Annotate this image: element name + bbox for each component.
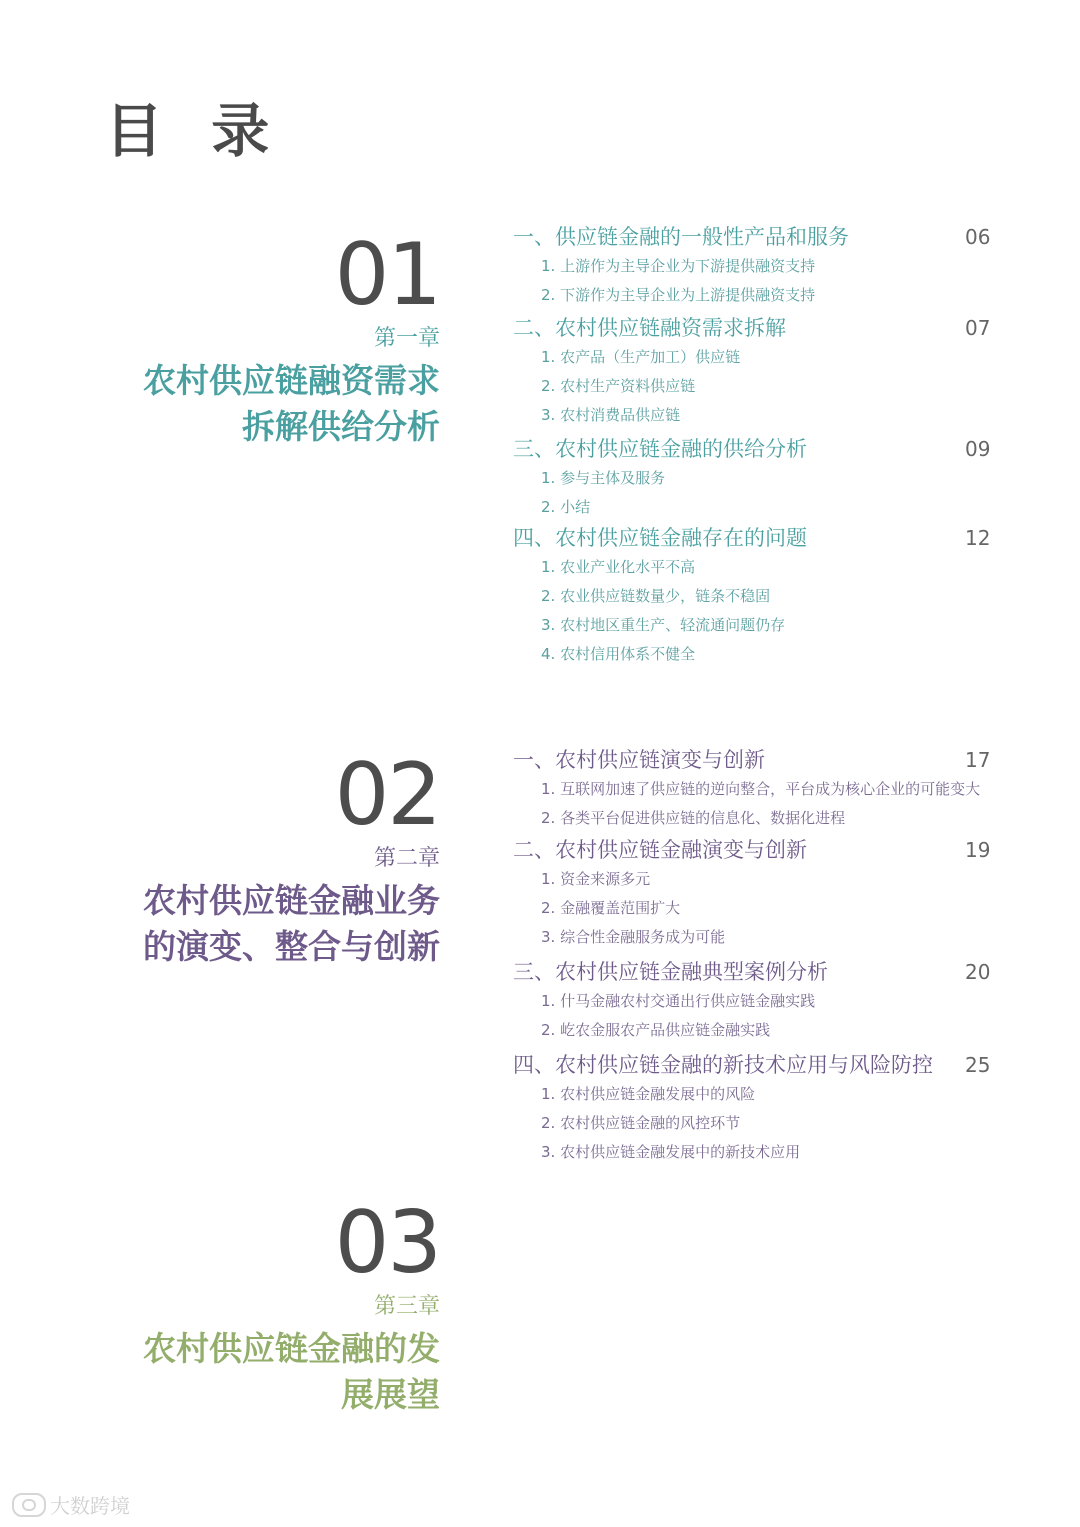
subsection-item[interactable]: 1. 什马金融农村交通出行供应链金融实践 [541,992,816,1010]
toc-section[interactable] [513,1050,993,1167]
section-title[interactable]: 三、农村供应链金融典型案例分析 [513,960,828,984]
chapter-title-line: 农村供应链金融业务 [143,881,440,920]
subsection-item[interactable]: 3. 综合性金融服务成为可能 [541,928,726,946]
subsection-item[interactable]: 1. 资金来源多元 [541,870,651,888]
subsection-item[interactable]: 1. 农产品（生产加工）供应链 [541,348,741,366]
toc-section[interactable] [513,835,993,952]
section-heading[interactable] [513,222,993,252]
chapter-title-line: 农村供应链金融的发 [143,1329,440,1368]
chapter-number: 02 [334,745,440,845]
chapter-label: 第三章 [373,1294,440,1319]
chapter-2-header [143,745,440,970]
subsection-item[interactable]: 2. 小结 [541,498,591,516]
watermark [12,1490,130,1519]
section-heading[interactable] [513,434,993,464]
toc-section[interactable] [513,745,993,833]
section-heading[interactable] [513,523,993,553]
chapter-number: 01 [334,225,440,325]
section-page-number: 06 [965,225,991,249]
chapter-label: 第一章 [373,326,440,351]
toc-section[interactable] [513,523,993,669]
brand-logo-icon [12,1493,46,1517]
section-heading[interactable] [513,957,993,987]
subsection-item[interactable]: 3. 农村地区重生产、轻流通问题仍存 [541,616,786,634]
page-title: 目 录 [105,97,284,165]
subsection-item[interactable]: 2. 金融覆盖范围扩大 [541,899,681,917]
subsection-item[interactable]: 1. 参与主体及服务 [541,469,666,487]
watermark-text: 大数跨境 [50,1494,130,1518]
chapter-1-toc [513,222,993,669]
section-title[interactable]: 一、农村供应链演变与创新 [513,748,765,772]
section-heading[interactable] [513,1050,993,1080]
subsection-item[interactable]: 2. 各类平台促进供应链的信息化、数据化进程 [541,809,846,827]
section-page-number: 09 [965,437,991,461]
subsection-item[interactable]: 1. 农村供应链金融发展中的风险 [541,1085,756,1103]
subsection-item[interactable]: 2. 农村供应链金融的风控环节 [541,1114,741,1132]
toc-section[interactable] [513,434,993,522]
section-page-number: 12 [965,526,991,550]
section-page-number: 20 [965,960,991,984]
section-heading[interactable] [513,313,993,343]
section-heading[interactable] [513,835,993,865]
section-title[interactable]: 二、农村供应链融资需求拆解 [513,316,786,340]
subsection-item[interactable]: 3. 农村消费品供应链 [541,406,681,424]
subsection-item[interactable]: 1. 农业产业化水平不高 [541,558,696,576]
subsection-item[interactable]: 4. 农村信用体系不健全 [541,645,696,663]
section-page-number: 19 [965,838,991,862]
section-heading[interactable] [513,745,993,775]
section-title[interactable]: 三、农村供应链金融的供给分析 [513,437,807,461]
section-title[interactable]: 四、农村供应链金融的新技术应用与风险防控 [513,1053,933,1077]
section-title[interactable]: 四、农村供应链金融存在的问题 [513,526,807,550]
subsection-item[interactable]: 2. 下游作为主导企业为上游提供融资支持 [541,286,816,304]
chapter-number: 03 [334,1193,440,1293]
subsection-item[interactable]: 2. 农业供应链数量少，链条不稳固 [541,587,771,605]
chapter-3-header [143,1193,440,1418]
toc-section[interactable] [513,957,993,1045]
subsection-item[interactable]: 3. 农村供应链金融发展中的新技术应用 [541,1143,801,1161]
subsection-item[interactable]: 1. 互联网加速了供应链的逆向整合，平台成为核心企业的可能变大 [541,780,981,798]
chapter-2-toc [513,745,993,1167]
chapter-title-line: 的演变、整合与创新 [143,927,440,966]
section-title[interactable]: 一、供应链金融的一般性产品和服务 [513,225,849,249]
subsection-item[interactable]: 2. 屹农金服农产品供应链金融实践 [541,1021,771,1039]
toc-section[interactable] [513,313,993,430]
chapter-title [143,1326,440,1418]
chapter-title-line: 农村供应链融资需求 [143,361,440,400]
section-page-number: 17 [965,748,991,772]
chapter-title-line: 拆解供给分析 [242,407,440,446]
subsection-item[interactable]: 1. 上游作为主导企业为下游提供融资支持 [541,257,816,275]
chapter-title [143,358,440,450]
chapter-title-line: 展展望 [341,1375,440,1414]
section-title[interactable]: 二、农村供应链金融演变与创新 [513,838,807,862]
section-page-number: 07 [965,316,991,340]
chapter-title [143,878,440,970]
chapter-1-header [143,225,440,450]
section-page-number: 25 [965,1053,991,1077]
toc-section[interactable] [513,222,993,310]
subsection-item[interactable]: 2. 农村生产资料供应链 [541,377,696,395]
chapter-label: 第二章 [373,846,440,871]
